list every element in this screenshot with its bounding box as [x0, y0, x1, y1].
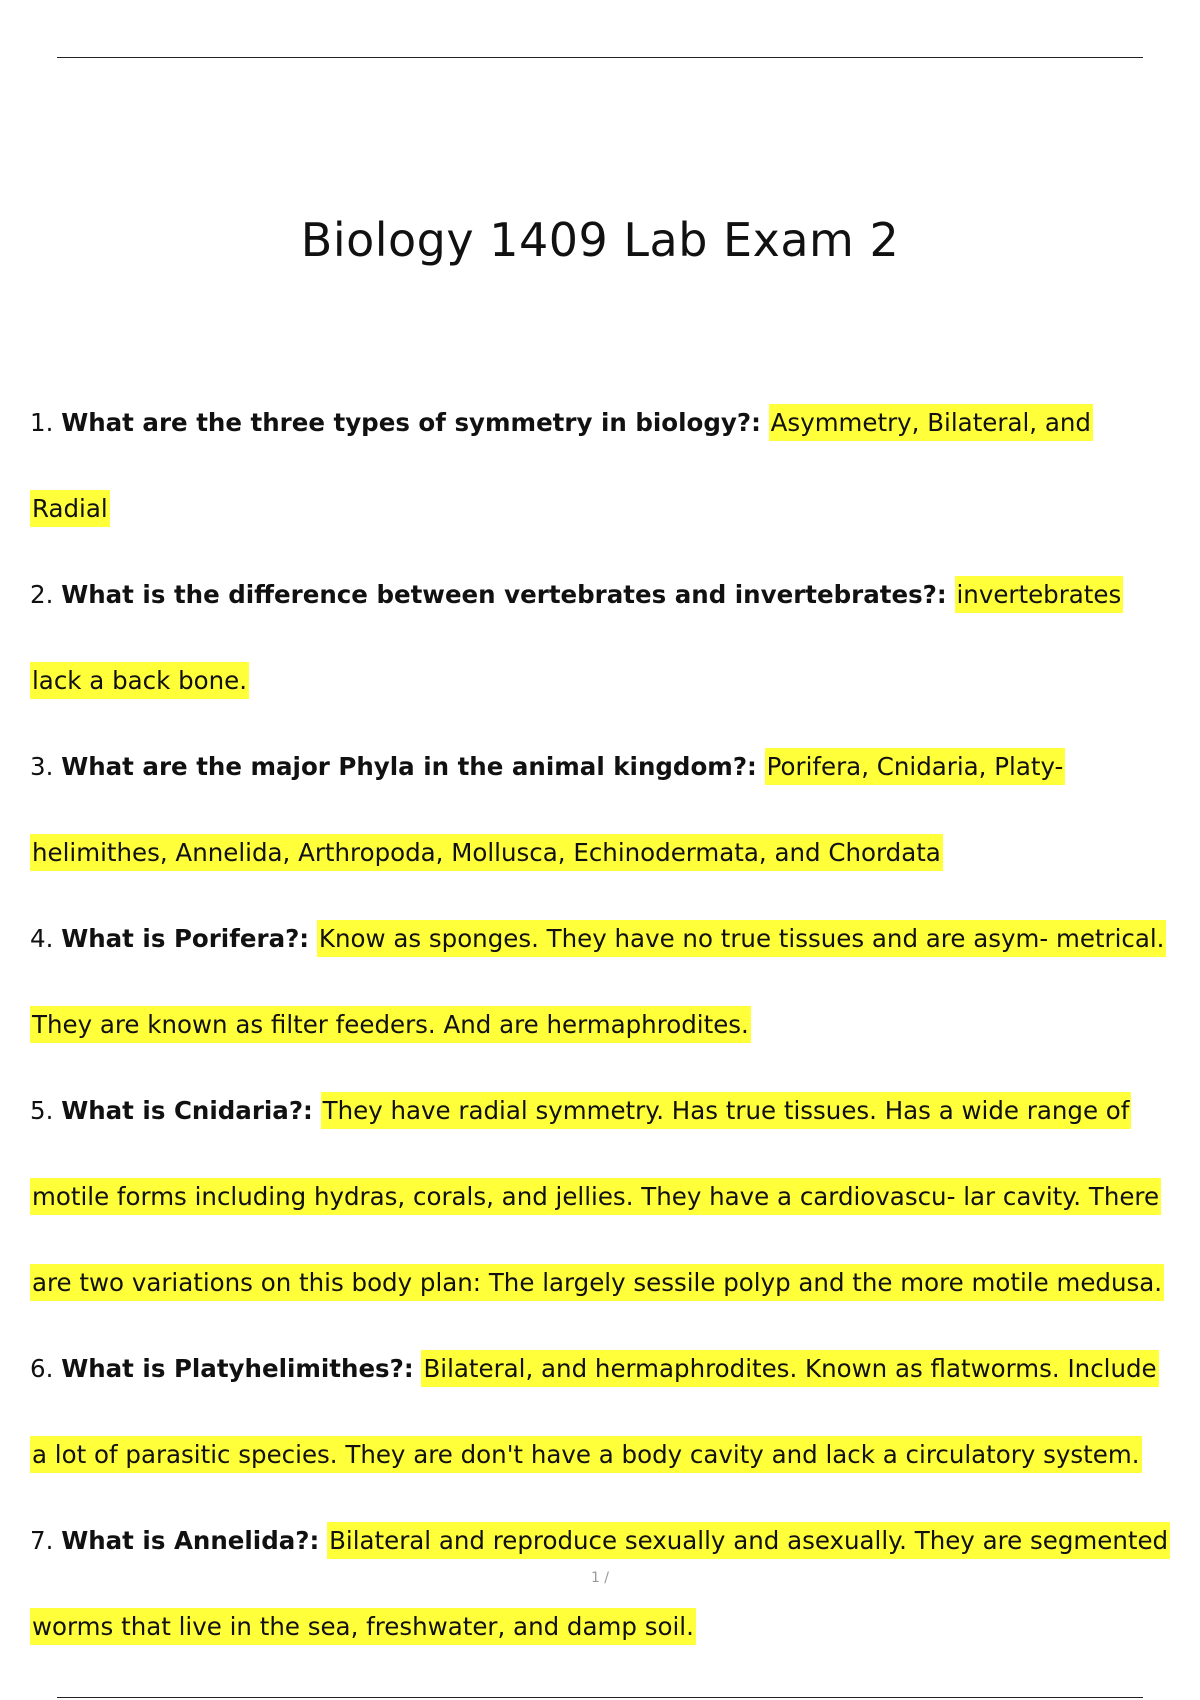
question-list	[30, 380, 1175, 1670]
question-item-2	[30, 552, 1175, 724]
question-item-5	[30, 1068, 1175, 1326]
document-title: Biology 1409 Lab Exam 2	[300, 212, 900, 267]
answer-text: Bilateral and reproduce sexually and asexually. They are segmented worms that live in the sea, freshwater, and damp soil.	[30, 1522, 1170, 1645]
answer-text: Porifera, Cnidaria, Platy- helimithes, Annelida, Arthropoda, Mollusca, Echinodermata, and Chordata	[30, 748, 1065, 871]
answer-text: Know as sponges. They have no true tissues and are asym- metrical. They are known as filter feeders. And are hermaphrodites.	[30, 920, 1166, 1043]
question-text: What is Cnidaria?:	[61, 1096, 313, 1125]
question-text: What are the major Phyla in the animal kingdom?:	[61, 752, 757, 781]
question-item-1	[30, 380, 1175, 552]
answer-text: invertebrates lack a back bone.	[30, 576, 1123, 699]
question-item-4	[30, 896, 1175, 1068]
question-item-6	[30, 1326, 1175, 1498]
answer-text: Bilateral, and hermaphrodites. Known as flatworms. Include a lot of parasitic species. They are don't have a body cavity and lack a circulatory system.	[30, 1350, 1159, 1473]
question-item-3	[30, 724, 1175, 896]
bottom-rule	[57, 1697, 1143, 1698]
question-number: 7.	[30, 1526, 54, 1555]
question-text: What are the three types of symmetry in biology?:	[61, 408, 761, 437]
question-number: 2.	[30, 580, 54, 609]
question-number: 6.	[30, 1354, 54, 1383]
question-number: 4.	[30, 924, 54, 953]
answer-text: They have radial symmetry. Has true tissues. Has a wide range of motile forms including hydras, corals, and jellies. They have a cardiovascu- lar cavity. There are two variations on this body plan: The largely sessile polyp and the more motile medusa.	[30, 1092, 1164, 1301]
question-number: 3.	[30, 752, 54, 781]
question-text: What is the difference between vertebrates and invertebrates?:	[61, 580, 947, 609]
question-text: What is Annelida?:	[61, 1526, 320, 1555]
question-number: 1.	[30, 408, 54, 437]
answer-text: Asymmetry, Bilateral, and Radial	[30, 404, 1093, 527]
page-number: 1 /	[590, 1570, 610, 1586]
top-rule	[57, 57, 1143, 58]
question-number: 5.	[30, 1096, 54, 1125]
question-text: What is Porifera?:	[61, 924, 310, 953]
question-text: What is Platyhelimithes?:	[61, 1354, 414, 1383]
